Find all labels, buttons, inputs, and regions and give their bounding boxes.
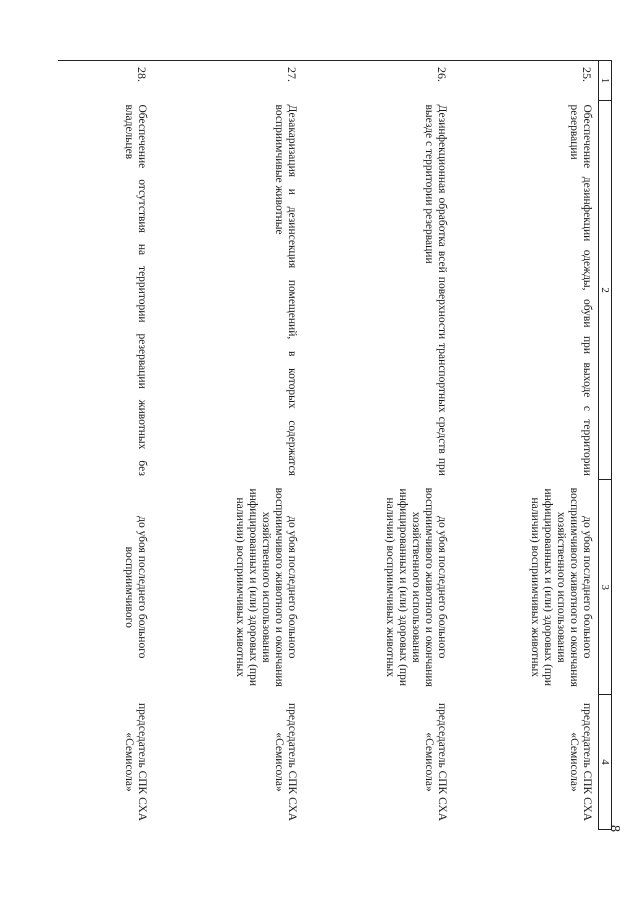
measure-text: Обеспечение отсутствия на территории резервации животных без владельцев (123, 104, 148, 476)
page-number: 8 (607, 825, 622, 832)
measure-text: Обеспечение дезинфекции одежды, обуви при выходе с территории резервации (568, 104, 593, 476)
row-number: 27. (153, 61, 303, 101)
responsible-text: председатель СПК СХА «Семисола» (123, 703, 148, 822)
row-number: 28. (58, 61, 153, 101)
deadline-text: до убоя последнего больного восприимчивого животного и окончания хозяйственного использования инфицированных и (или) здоровых (при наличии) восприимчивых животных (529, 487, 593, 687)
row-number: 26. (303, 61, 453, 101)
table-row (58, 61, 153, 830)
measure-text: Дезакаризация и дезинсекция помещений, в которых содержатся восприимчивые животные (273, 104, 298, 476)
table-header (599, 61, 612, 830)
header-col-4: 4 (599, 695, 612, 830)
measure-text: Дезинфекционная обработка всей поверхности транспортных средств при выезде с территории резервации (423, 104, 448, 476)
responsible-text: председатель СПК СХА «Семисола» (423, 703, 448, 822)
measures-table (58, 60, 612, 830)
header-col-3: 3 (599, 480, 612, 695)
table-row (453, 61, 599, 830)
header-col-1: 1 (599, 61, 612, 101)
header-col-2: 2 (599, 100, 612, 479)
row-number: 25. (453, 61, 599, 101)
deadline-text: до убоя последнего больного восприимчивого животного и окончания хозяйственного использования инфицированных и (или) здоровых (при наличии) восприимчивых животных (234, 487, 298, 687)
deadline-text: до убоя последнего больного восприимчивого (123, 516, 148, 659)
table-row (303, 61, 453, 830)
deadline-text: до убоя последнего больного восприимчивого животного и окончания хозяйственного использования инфицированных и (или) здоровых (при наличии) восприимчивых животных (384, 487, 448, 687)
responsible-text: председатель СПК СХА «Семисола» (273, 703, 298, 822)
table-row (153, 61, 303, 830)
responsible-text: председатель СПК СХА «Семисола» (568, 703, 593, 822)
